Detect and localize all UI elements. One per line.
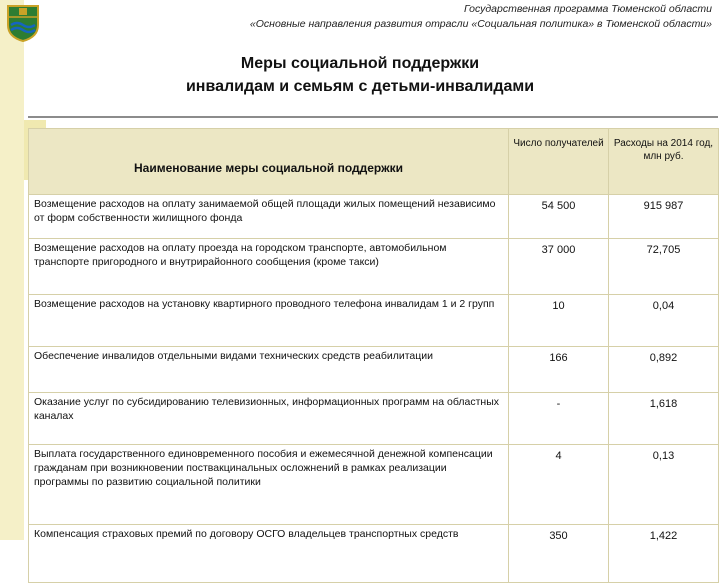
page-title-line1: Меры социальной поддержки — [240, 55, 480, 72]
expenses-value: 0,04 — [609, 295, 719, 347]
recipients-count: 10 — [509, 295, 609, 347]
table-row — [29, 525, 719, 583]
measure-name: Оказание услуг по субсидированию телевизионных, информационных программ на областных каналах — [29, 393, 509, 445]
table-row — [29, 239, 719, 295]
column-header-name: Наименование меры социальной поддержки — [29, 129, 509, 195]
measure-name: Обеспечение инвалидов отдельными видами технических средств реабилитации — [29, 347, 509, 393]
recipients-count: 37 000 — [509, 239, 609, 295]
left-decorative-band — [0, 0, 24, 540]
program-header — [48, 2, 712, 32]
table-header-row — [29, 129, 719, 195]
expenses-value: 0,892 — [609, 347, 719, 393]
expenses-value: 1,422 — [609, 525, 719, 583]
column-header-expenses: Расходы на 2014 год, млн руб. — [609, 129, 719, 195]
table-row — [29, 445, 719, 525]
title-divider — [28, 116, 718, 118]
expenses-value: 0,13 — [609, 445, 719, 525]
program-header-line1: Государственная программа Тюменской области — [464, 3, 712, 15]
measure-name: Возмещение расходов на установку квартирного проводного телефона инвалидам 1 и 2 групп — [29, 295, 509, 347]
measure-name: Компенсация страховых премий по договору ОСГО владельцев транспортных средств — [29, 525, 509, 583]
measure-name: Возмещение расходов на оплату занимаемой общей площади жилых помещений независимо от форм собственности жилищного фонда — [29, 195, 509, 239]
support-measures-table — [28, 128, 719, 583]
column-header-recipients: Число получателей — [509, 129, 609, 195]
expenses-value: 1,618 — [609, 393, 719, 445]
page-title — [40, 52, 680, 98]
recipients-count: - — [509, 393, 609, 445]
page-title-line2: инвалидам и семьям с детьми-инвалидами — [185, 78, 535, 95]
recipients-count: 166 — [509, 347, 609, 393]
tyumen-coat-of-arms-icon — [5, 3, 41, 43]
program-header-line2: «Основные направления развития отрасли «Социальная политика» в Тюменской области» — [249, 18, 712, 30]
measure-name: Возмещение расходов на оплату проезда на городском транспорте, автомобильном транспорте пригородного и внутрирайонного сообщения (кроме такси) — [29, 239, 509, 295]
table-row — [29, 195, 719, 239]
table-row — [29, 295, 719, 347]
recipients-count: 350 — [509, 525, 609, 583]
expenses-value: 915 987 — [609, 195, 719, 239]
recipients-count: 4 — [509, 445, 609, 525]
table-row — [29, 347, 719, 393]
measure-name: Выплата государственного единовременного пособия и ежемесячной денежной компенсации гражданам при возникновении поствакцинальных осложнений в рамках реализации программы по развитию социальной политики — [29, 445, 509, 525]
table-row — [29, 393, 719, 445]
recipients-count: 54 500 — [509, 195, 609, 239]
expenses-value: 72,705 — [609, 239, 719, 295]
